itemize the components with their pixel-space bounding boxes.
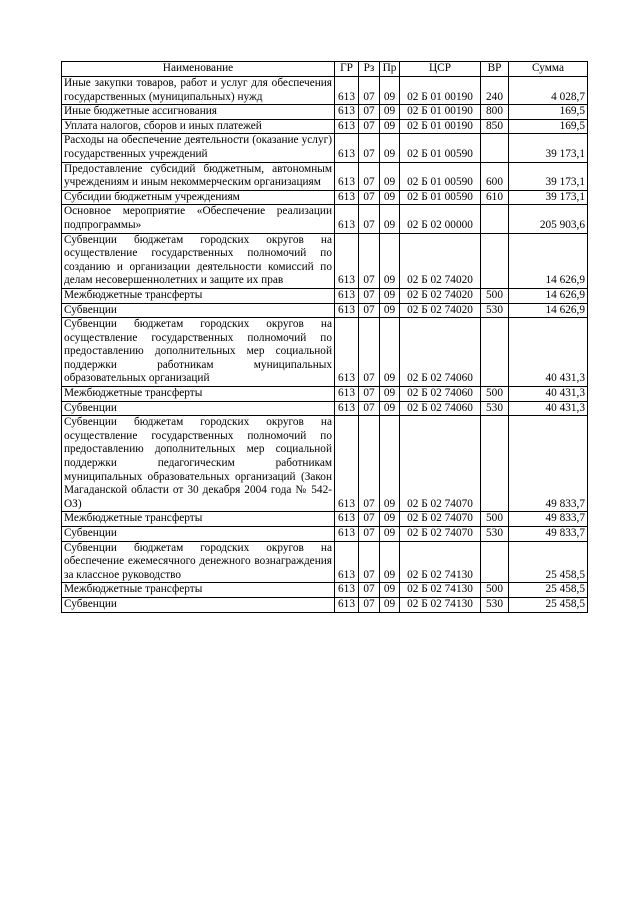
row-name: Иные бюджетные ассигнования bbox=[62, 105, 335, 120]
row-rz: 07 bbox=[359, 541, 380, 583]
row-name: Межбюджетные трансферты bbox=[62, 387, 335, 402]
row-pr: 09 bbox=[380, 119, 400, 134]
row-vr bbox=[481, 318, 509, 387]
row-vr bbox=[481, 233, 509, 288]
table-row bbox=[62, 583, 588, 598]
row-sum: 14 626,9 bbox=[509, 303, 588, 318]
row-csr: 02 Б 01 00190 bbox=[400, 77, 481, 105]
row-gr: 613 bbox=[335, 583, 359, 598]
row-name: Субвенции бюджетам городских округов на осуществление государственных полномочий по предоставлению дополнительных мер социальной поддержки педагогическим работникам муниципальных образовательных организаций (Закон Магаданской области от 30 декабря 2004 года № 542-ОЗ) bbox=[62, 416, 335, 512]
row-pr: 09 bbox=[380, 190, 400, 205]
row-rz: 07 bbox=[359, 303, 380, 318]
table-row bbox=[62, 512, 588, 527]
row-gr: 613 bbox=[335, 162, 359, 190]
row-vr: 800 bbox=[481, 105, 509, 120]
header-rz: Рз bbox=[359, 62, 380, 77]
row-name: Субвенции бюджетам городских округов на осуществление государственных полномочий по предоставлению дополнительных мер социальной поддержки работникам муниципальных образовательных организаций bbox=[62, 318, 335, 387]
table-row bbox=[62, 416, 588, 512]
row-vr: 500 bbox=[481, 387, 509, 402]
row-rz: 07 bbox=[359, 190, 380, 205]
row-rz: 07 bbox=[359, 105, 380, 120]
row-vr: 500 bbox=[481, 512, 509, 527]
table-row bbox=[62, 303, 588, 318]
row-rz: 07 bbox=[359, 77, 380, 105]
row-pr: 09 bbox=[380, 162, 400, 190]
row-sum: 169,5 bbox=[509, 119, 588, 134]
row-name: Субвенции bbox=[62, 303, 335, 318]
row-vr: 530 bbox=[481, 401, 509, 416]
row-gr: 613 bbox=[335, 190, 359, 205]
row-name: Межбюджетные трансферты bbox=[62, 583, 335, 598]
row-gr: 613 bbox=[335, 303, 359, 318]
table-header-row bbox=[62, 62, 588, 77]
header-sum: Сумма bbox=[509, 62, 588, 77]
row-pr: 09 bbox=[380, 205, 400, 233]
row-pr: 09 bbox=[380, 583, 400, 598]
row-vr: 500 bbox=[481, 288, 509, 303]
row-name: Иные закупки товаров, работ и услуг для обеспечения государственных (муниципальных) нужд bbox=[62, 77, 335, 105]
row-rz: 07 bbox=[359, 401, 380, 416]
row-pr: 09 bbox=[380, 597, 400, 612]
row-gr: 613 bbox=[335, 597, 359, 612]
row-csr: 02 Б 02 74130 bbox=[400, 541, 481, 583]
table-row bbox=[62, 597, 588, 612]
row-sum: 40 431,3 bbox=[509, 318, 588, 387]
row-sum: 40 431,3 bbox=[509, 387, 588, 402]
row-name: Субвенции bbox=[62, 597, 335, 612]
row-vr bbox=[481, 134, 509, 162]
row-pr: 09 bbox=[380, 134, 400, 162]
row-name: Субвенции бюджетам городских округов на осуществление государственных полномочий по созданию и организации деятельности комиссий по делам несовершеннолетних и защите их прав bbox=[62, 233, 335, 288]
row-gr: 613 bbox=[335, 512, 359, 527]
row-vr: 530 bbox=[481, 597, 509, 612]
row-rz: 07 bbox=[359, 318, 380, 387]
header-pr: Пр bbox=[380, 62, 400, 77]
row-vr: 850 bbox=[481, 119, 509, 134]
row-rz: 07 bbox=[359, 512, 380, 527]
row-csr: 02 Б 02 74070 bbox=[400, 527, 481, 542]
row-csr: 02 Б 02 74020 bbox=[400, 288, 481, 303]
row-sum: 25 458,5 bbox=[509, 597, 588, 612]
row-pr: 09 bbox=[380, 541, 400, 583]
row-name: Субсидии бюджетным учреждениям bbox=[62, 190, 335, 205]
row-sum: 25 458,5 bbox=[509, 583, 588, 598]
row-pr: 09 bbox=[380, 303, 400, 318]
row-sum: 39 173,1 bbox=[509, 190, 588, 205]
row-name: Субвенции bbox=[62, 401, 335, 416]
row-rz: 07 bbox=[359, 527, 380, 542]
row-csr: 02 Б 01 00590 bbox=[400, 134, 481, 162]
row-sum: 4 028,7 bbox=[509, 77, 588, 105]
row-vr: 600 bbox=[481, 162, 509, 190]
row-rz: 07 bbox=[359, 387, 380, 402]
table-body bbox=[62, 77, 588, 613]
table-row bbox=[62, 527, 588, 542]
row-csr: 02 Б 01 00190 bbox=[400, 119, 481, 134]
row-name: Субвенции bbox=[62, 527, 335, 542]
row-rz: 07 bbox=[359, 205, 380, 233]
row-csr: 02 Б 02 74130 bbox=[400, 597, 481, 612]
row-sum: 169,5 bbox=[509, 105, 588, 120]
row-gr: 613 bbox=[335, 527, 359, 542]
row-gr: 613 bbox=[335, 401, 359, 416]
row-sum: 14 626,9 bbox=[509, 288, 588, 303]
row-vr bbox=[481, 541, 509, 583]
row-sum: 49 833,7 bbox=[509, 416, 588, 512]
row-name: Основное мероприятие «Обеспечение реализации подпрограммы» bbox=[62, 205, 335, 233]
row-csr: 02 Б 02 74060 bbox=[400, 318, 481, 387]
row-sum: 39 173,1 bbox=[509, 162, 588, 190]
row-rz: 07 bbox=[359, 119, 380, 134]
row-name: Уплата налогов, сборов и иных платежей bbox=[62, 119, 335, 134]
row-rz: 07 bbox=[359, 162, 380, 190]
row-pr: 09 bbox=[380, 416, 400, 512]
row-name: Расходы на обеспечение деятельности (оказание услуг) государственных учреждений bbox=[62, 134, 335, 162]
row-gr: 613 bbox=[335, 105, 359, 120]
row-pr: 09 bbox=[380, 387, 400, 402]
row-pr: 09 bbox=[380, 77, 400, 105]
row-gr: 613 bbox=[335, 134, 359, 162]
row-pr: 09 bbox=[380, 512, 400, 527]
row-csr: 02 Б 01 00590 bbox=[400, 190, 481, 205]
table-row bbox=[62, 233, 588, 288]
row-sum: 40 431,3 bbox=[509, 401, 588, 416]
row-vr bbox=[481, 205, 509, 233]
row-vr: 500 bbox=[481, 583, 509, 598]
row-name: Межбюджетные трансферты bbox=[62, 288, 335, 303]
row-gr: 613 bbox=[335, 387, 359, 402]
row-rz: 07 bbox=[359, 233, 380, 288]
document-page bbox=[61, 61, 587, 613]
row-sum: 49 833,7 bbox=[509, 512, 588, 527]
row-name: Межбюджетные трансферты bbox=[62, 512, 335, 527]
row-sum: 49 833,7 bbox=[509, 527, 588, 542]
table-row bbox=[62, 205, 588, 233]
table-row bbox=[62, 119, 588, 134]
table-row bbox=[62, 77, 588, 105]
table-row bbox=[62, 105, 588, 120]
table-row bbox=[62, 288, 588, 303]
row-csr: 02 Б 02 74060 bbox=[400, 401, 481, 416]
row-pr: 09 bbox=[380, 105, 400, 120]
table-row bbox=[62, 387, 588, 402]
header-name: Наименование bbox=[62, 62, 335, 77]
row-csr: 02 Б 02 74070 bbox=[400, 416, 481, 512]
row-gr: 613 bbox=[335, 541, 359, 583]
row-gr: 613 bbox=[335, 288, 359, 303]
row-gr: 613 bbox=[335, 233, 359, 288]
row-csr: 02 Б 02 74070 bbox=[400, 512, 481, 527]
row-vr bbox=[481, 416, 509, 512]
row-vr: 530 bbox=[481, 303, 509, 318]
row-gr: 613 bbox=[335, 77, 359, 105]
row-csr: 02 Б 02 74020 bbox=[400, 303, 481, 318]
row-sum: 205 903,6 bbox=[509, 205, 588, 233]
table-row bbox=[62, 190, 588, 205]
row-gr: 613 bbox=[335, 119, 359, 134]
row-pr: 09 bbox=[380, 401, 400, 416]
row-csr: 02 Б 01 00590 bbox=[400, 162, 481, 190]
table-row bbox=[62, 401, 588, 416]
row-pr: 09 bbox=[380, 233, 400, 288]
row-vr: 240 bbox=[481, 77, 509, 105]
row-name: Предоставление субсидий бюджетным, автономным учреждениям и иным некоммерческим организациям bbox=[62, 162, 335, 190]
row-gr: 613 bbox=[335, 416, 359, 512]
row-pr: 09 bbox=[380, 318, 400, 387]
row-sum: 14 626,9 bbox=[509, 233, 588, 288]
row-rz: 07 bbox=[359, 416, 380, 512]
table-row bbox=[62, 541, 588, 583]
row-sum: 39 173,1 bbox=[509, 134, 588, 162]
row-csr: 02 Б 02 74130 bbox=[400, 583, 481, 598]
row-rz: 07 bbox=[359, 288, 380, 303]
row-pr: 09 bbox=[380, 288, 400, 303]
header-vr: ВР bbox=[481, 62, 509, 77]
row-csr: 02 Б 02 74020 bbox=[400, 233, 481, 288]
row-name: Субвенции бюджетам городских округов на обеспечение ежемесячного денежного вознаграждения за классное руководство bbox=[62, 541, 335, 583]
row-csr: 02 Б 02 00000 bbox=[400, 205, 481, 233]
table-row bbox=[62, 162, 588, 190]
row-rz: 07 bbox=[359, 134, 380, 162]
table-row bbox=[62, 318, 588, 387]
row-vr: 610 bbox=[481, 190, 509, 205]
row-csr: 02 Б 02 74060 bbox=[400, 387, 481, 402]
row-sum: 25 458,5 bbox=[509, 541, 588, 583]
row-rz: 07 bbox=[359, 597, 380, 612]
row-pr: 09 bbox=[380, 527, 400, 542]
header-gr: ГР bbox=[335, 62, 359, 77]
row-gr: 613 bbox=[335, 318, 359, 387]
row-rz: 07 bbox=[359, 583, 380, 598]
row-gr: 613 bbox=[335, 205, 359, 233]
row-vr: 530 bbox=[481, 527, 509, 542]
row-csr: 02 Б 01 00190 bbox=[400, 105, 481, 120]
table-row bbox=[62, 134, 588, 162]
budget-table bbox=[61, 61, 588, 613]
header-csr: ЦСР bbox=[400, 62, 481, 77]
